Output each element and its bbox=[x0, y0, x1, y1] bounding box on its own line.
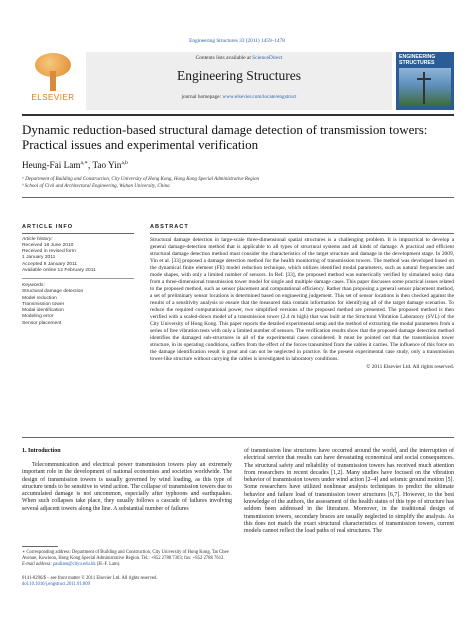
history-label: Article history: bbox=[22, 236, 53, 242]
keyword[interactable]: Modeling error bbox=[22, 314, 54, 320]
header-divider bbox=[22, 114, 454, 116]
title-line-1: Dynamic reduction-based structural damage detection of transmission towers: bbox=[22, 122, 428, 137]
publisher-logo bbox=[22, 52, 84, 110]
journal-masthead bbox=[86, 52, 392, 110]
divider bbox=[150, 233, 454, 234]
article-history bbox=[22, 237, 134, 275]
elsevier-tree-icon bbox=[31, 53, 75, 91]
journal-cover-thumbnail bbox=[396, 52, 454, 110]
journal-homepage bbox=[86, 94, 392, 100]
abstract-heading: ABSTRACT bbox=[150, 224, 189, 230]
homepage-prefix: journal homepage: bbox=[181, 94, 223, 100]
journal-citation[interactable]: Engineering Structures 33 (2011) 1459–1478 bbox=[189, 38, 285, 44]
abstract-section bbox=[150, 224, 454, 371]
issn-line: 0141-0296/$ – see front matter © 2011 Elsevier Ltd. All rights reserved. bbox=[22, 576, 158, 581]
history-item: Accepted 8 January 2011 bbox=[22, 261, 78, 267]
history-item: 1 January 2011 bbox=[22, 255, 56, 261]
email-link[interactable]: paullam@cityu.edu.hk bbox=[53, 562, 96, 567]
article-title bbox=[22, 122, 454, 152]
keyword[interactable]: Sensor placement bbox=[22, 320, 62, 326]
cover-title: ENGINEERING STRUCTURES bbox=[399, 54, 436, 66]
affiliation-a: ᵃ Department of Building and Construction, City University of Hong Kong, Hong Kong Special Administrative Region bbox=[22, 177, 260, 182]
intro-left-column bbox=[22, 448, 232, 513]
keyword[interactable]: Transmission tower bbox=[22, 301, 65, 307]
article-info bbox=[22, 224, 134, 327]
keyword[interactable]: Structural damage detection bbox=[22, 289, 84, 295]
keywords-label: Keywords: bbox=[22, 282, 45, 288]
journal-header bbox=[22, 52, 454, 112]
keyword[interactable]: Modal identification bbox=[22, 308, 64, 314]
history-item: Received in revised form bbox=[22, 249, 76, 255]
author-separator: , bbox=[88, 160, 93, 171]
author-marker: a,∗ bbox=[80, 160, 88, 166]
divider bbox=[22, 197, 454, 198]
author-list bbox=[22, 160, 128, 170]
author-name[interactable]: Heung-Fai Lam bbox=[22, 160, 81, 171]
intro-paragraph-continued: of transmission line structures have occurred around the world, and the interruption of electrical service that results can have devastating economical and social consequences. The structural safety and reliability of transmission towers has received much attention from researchers in recent decades [1,2]. Many studies have focused on the vibration behavior of transmission towers under wind action [2–4] and seismic ground motion [5]. Some researchers have utilized nonlinear analysis techniques to predict the ultimate behavior and failure load of transmission tower structures [6,7]. However, to the best knowledge of the authors, the assessment of the health status of this type of structure has seldom been addressed in the literature. Moreover, in the traditional design of transmission towers, secondary braces are usually neglected to simplify the analysis. As this does not match the exact structural characteristics of transmission towers, current models cannot reflect the load paths of real structures. The bbox=[244, 448, 454, 535]
keywords bbox=[22, 283, 134, 327]
contents-line bbox=[86, 55, 392, 61]
history-item: Received 18 June 2010 bbox=[22, 242, 74, 248]
copyright: © 2011 Elsevier Ltd. All rights reserved. bbox=[366, 364, 454, 371]
author-marker: a,b bbox=[121, 160, 128, 166]
divider bbox=[22, 233, 134, 234]
divider bbox=[22, 278, 134, 279]
affiliation-b: ᵇ School of Civil and Architectural Engineering, Wuhan University, China bbox=[22, 184, 170, 189]
abstract-text: Structural damage detection in large-scale three-dimensional spatial structures is a challenging problem. It is impractical to develop a general damage-detection method that is applicable to all types of structural systems and all kinds of damage. A practical and efficient structural damage detection method must consider the characteristics of the target structure and damage in the development stage. In 2009, Yin et al. [33] proposed a damage detection method for the health monitoring of transmission towers. The method was developed based on the dynamical finite element (FE) model reduction technique, which utilizes identified modal parameters, such as natural frequencies and mode shapes, with only a limited number of sensors. In Ref. [33], the proposed method was numerically verified by simulated noisy data from a three-dimensional transmission tower model for single and multiple damage cases. This paper discusses some practical issues related to the proposed method, such as sensor placement and computational efficiency. Rather than proposing a general sensor placement method, a set of preliminary sensor locations is determined based on engineering judgement. This set of sensor locations is then checked against the results of a sensitivity analysis to ensure that the measured data contain information for identifying all of the target damage scenarios. To reduce the required computational power, two simplified versions of the proposed method are presented. The proposed method is then verified with a scaled-down model of a transmission tower (2.4 m high) that was built at the Structural Vibration Laboratory (SVL) of the City University of Hong Kong. This paper reports the detailed experimental setup and the method of extracting the modal parameters from a series of free vibration tests with only a limited number of sensors. The verification results show that the proposed damage detection method identifies the damaged sub-structures in all of the experimental cases considered. It must be pointed out that the transmission tower structure, in its operating conditions, suffers from the effect of the forces transmitted from the cables it carries. The influence of this force on the damage identification result is great and can not be neglected in practice. In the present experimental case study, only a transmission tower-like structure without carrying the cables is investigated in laboratory conditions. bbox=[150, 236, 454, 363]
footnote-rule bbox=[22, 546, 58, 547]
article-info-heading: ARTICLE INFO bbox=[22, 224, 74, 230]
cover-image bbox=[399, 68, 451, 106]
corresponding-footnote: ∗ Corresponding address: Department of Building and Construction, City University of Hong Kong, Tat Chee Avenue, Kowloon, Hong Kong Special Administrative Region. Tel.: +852 2788 7303; fax: +852 2788 7612. bbox=[22, 550, 229, 561]
divider bbox=[22, 437, 454, 438]
author-name[interactable]: Tao Yin bbox=[92, 160, 122, 171]
keyword[interactable]: Model reduction bbox=[22, 295, 57, 301]
email-footnote bbox=[22, 562, 232, 568]
email-suffix: (H.-F. Lam). bbox=[95, 562, 121, 567]
history-item: Available online 12 February 2011 bbox=[22, 268, 96, 274]
intro-right-column bbox=[244, 448, 454, 536]
doi-link[interactable]: doi:10.1016/j.engstruct.2011.01.009 bbox=[22, 582, 90, 587]
footnotes bbox=[22, 550, 232, 588]
publisher-logo-text: ELSEVIER bbox=[31, 93, 75, 102]
intro-paragraph: Telecommunication and electrical power transmission towers play an extremely important role in the development of national economies and societies worldwide. The design of transmission towers is usually governed by wind loading, as this type of structure tends to be sensitive to wind action. The collapse of transmission towers due to accumulated damage is not uncommon, especially after typhoons and earthquakes. When such collapses take place, they usually follows a cascade of failures involving several adjacent towers along the line. A substantial number of failures bbox=[22, 462, 232, 512]
section-heading: 1. Introduction bbox=[22, 448, 61, 454]
title-line-2: Practical issues and experimental verification bbox=[22, 137, 259, 152]
sciencedirect-link[interactable]: ScienceDirect bbox=[252, 55, 283, 61]
email-label: E-mail address: bbox=[22, 562, 54, 567]
homepage-link[interactable]: www.elsevier.com/locate/engstruct bbox=[222, 94, 297, 100]
journal-name: Engineering Structures bbox=[176, 68, 302, 83]
contents-prefix: Contents lists available at bbox=[195, 55, 253, 61]
